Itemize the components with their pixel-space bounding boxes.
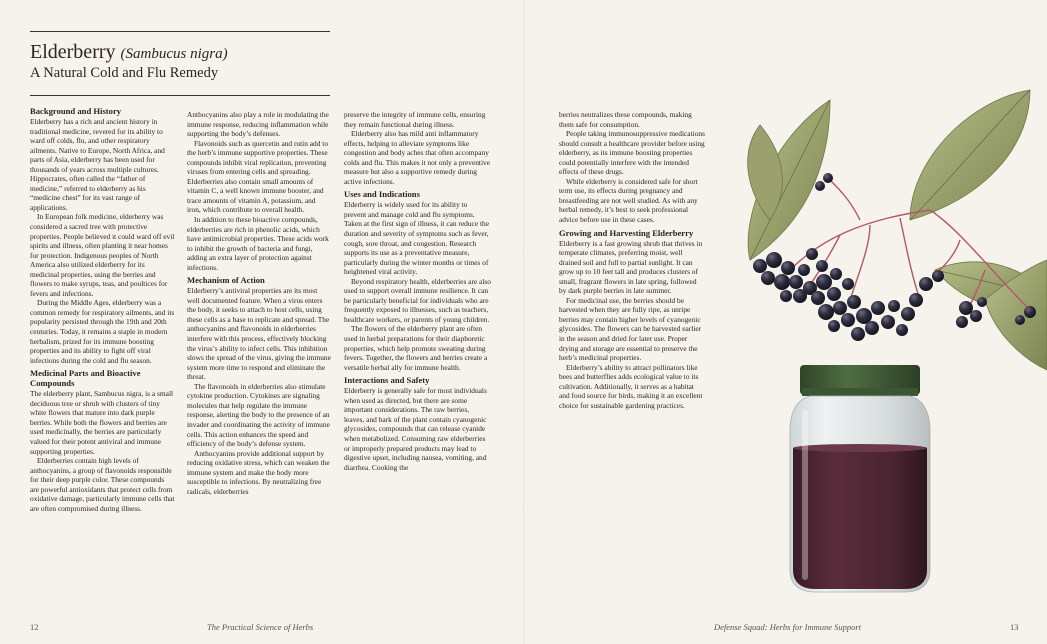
running-footer-book-title: The Practical Science of Herbs bbox=[207, 622, 314, 632]
text-column-4 bbox=[559, 110, 705, 410]
paragraph: The elderberry plant, Sambucus nigra, is a small deciduous tree or shrub with clusters of tiny white flowers that mature into dark purple berries. While both the flowers and berries are used medicinally, the berries are particularly valued for their potent antiviral and immune supporting properties. bbox=[30, 389, 174, 456]
paragraph: People taking immunosuppressive medications should consult a healthcare provider before using elderberry, as its immune boosting properties could potentially interfere with the intended effects of these drugs. bbox=[559, 129, 705, 177]
leaf-icon bbox=[910, 90, 1030, 220]
paragraph: Elderberries contain high levels of anthocyanins, a group of flavonoids responsible for their deep purple color. These compounds are powerful antioxidants that protect cells from oxidative damage, particularly immune cells that are often compromised during illness. bbox=[30, 456, 175, 513]
syrup-bottle-icon bbox=[790, 365, 930, 592]
paragraph: Elderberry also has mild anti inflammatory effects, helping to alleviate symptoms like congestion and body aches that often accompany colds and flu. This makes it not only a preventive measure but also a supportive remedy during active infections. bbox=[344, 129, 491, 186]
text-column-2 bbox=[187, 110, 331, 496]
paragraph: Flavonoids such as quercetin and rutin add to the herb’s immune supportive properties. These compounds inhibit viral replication, preventing viruses from entering cells and spreading. Elderberries also contain small amounts of vitamin C, a well known immune booster, and trace amounts of vitamin A, potassium, and iron, which contribute to overall health. bbox=[187, 138, 329, 215]
paragraph: Elderberry is a fast growing shrub that thrives in temperate climates, preferring moist, well drained soil and full to partial sunlight. It can grow up to 10 feet tall and produces clusters of small, fragrant flowers in late spring, followed by dark purple berries in late summer. bbox=[559, 238, 703, 296]
title-rule-bottom bbox=[30, 95, 330, 96]
paragraph: For medicinal use, the berries should be harvested when they are fully ripe, as unripe berries may contain higher levels of cyanogenic glycosides. The flowers can be harvested earlier in the season and dried for later use. Proper drying and storage are essential to preserve the herb’s medicinal properties. bbox=[559, 295, 702, 363]
title-common-name: Elderberry bbox=[30, 41, 116, 63]
paragraph: During the Middle Ages, elderberry was a common remedy for respiratory ailments, and its popularity persisted through the 19th and 20th centuries. Today, it remains a staple in modern herbalism, prized for its immune boosting properties and its ability to fight off viral infections during the cold and flu season. bbox=[30, 298, 175, 365]
paragraph: Anthocyanins also play a role in modulating the immune response, reducing inflammation while supporting the body’s defenses. bbox=[187, 110, 329, 139]
book-gutter bbox=[523, 0, 525, 644]
page-number-left: 12 bbox=[30, 622, 39, 632]
paragraph: berries neutralizes these compounds, making them safe for consumption. bbox=[559, 110, 692, 129]
paragraph: Beyond respiratory health, elderberries are also used to support overall immune resilience. It can be particularly beneficial for individuals who are frequently exposed to illnesses, such as teachers, healthcare workers, or parents of young children. bbox=[344, 276, 491, 324]
paragraph: Elderberry is widely used for its ability to prevent and manage cold and flu symptoms. Taken at the first sign of illness, it can reduce the duration and severity of symptoms such as fever, cough, sore throat, and congestion. Research supports its use as a preventative measure, particularly during the winter months or times of heightened viral activity. bbox=[344, 200, 489, 277]
paragraph: Elderberry’s antiviral properties are its most well documented feature. When a virus enters the body, it seeks to attach to host cells, using these cells as a base to replicate and spread. The anthocyanins and flavonoids in elderberries interfere with this process, effectively blocking the virus’s ability to infect cells. This inhibition slows the spread of the virus, giving the immune system more time to respond and eliminate the threat. bbox=[187, 286, 331, 382]
paragraph: In addition to these bioactive compounds, elderberries are rich in phenolic acids, which have antimicrobial properties. These acids work to inhibit the growth of bacteria and fungi, adding an extra layer of protection against infections. bbox=[187, 215, 329, 272]
text-column-1 bbox=[30, 106, 175, 513]
leaf-icon bbox=[748, 125, 783, 220]
heading-background-history: Background and History bbox=[30, 106, 122, 116]
paragraph: The flavonoids in elderberries also stimulate cytokine production. Cytokines are signaling molecules that help regulate the immune response, alerting the body to the presence of an invader and coordinating the activity of immune cells. This action enhances the speed and efficiency of the body’s defense system. bbox=[187, 381, 330, 449]
paragraph: preserve the integrity of immune cells, ensuring they remain functional during illness. bbox=[344, 110, 486, 129]
heading-interactions-safety: Interactions and Safety bbox=[344, 375, 430, 386]
paragraph: Anthocyanins provide additional support by reducing oxidative stress, which can weaken the immune system and make the body more susceptible to infections. By neutralizing free radicals, elderberries bbox=[187, 448, 330, 496]
title-latin-name: (Sambucus nigra) bbox=[120, 46, 228, 62]
running-footer-chapter-title: Defense Squad: Herbs for Immune Support bbox=[714, 622, 862, 632]
article-title bbox=[30, 41, 228, 64]
heading-medicinal-parts: Medicinal Parts and Bioactive Compounds bbox=[30, 368, 141, 389]
page-number-right: 13 bbox=[1010, 622, 1019, 632]
paragraph: In European folk medicine, elderberry was considered a sacred tree with protective properties. People believed it could ward off evil spirits and illness, often planting it near homes for protection. Indigenous peoples of North America also utilized elderberry for its medicinal properties, using the berries and flowers to make syrups, teas, and poultices for fevers and infections. bbox=[30, 212, 175, 298]
paragraph: The flowers of the elderberry plant are often used in herbal preparations for their diaphoretic properties, which help promote sweating during fevers. Together, the flowers and berries create a versatile herbal ally for immune health. bbox=[344, 324, 488, 372]
title-rule-top bbox=[30, 31, 330, 32]
paragraph: While elderberry is considered safe for short term use, its effects during pregnancy and breastfeeding are not well studied. As with any herbal remedy, it’s best to seek professional advice before use in these cases. bbox=[559, 176, 698, 225]
heading-growing-harvesting: Growing and Harvesting Elderberry bbox=[559, 227, 694, 238]
paragraph: Elderberry has a rich and ancient history in traditional medicine, revered for its ability to ward off colds, flu, and other respiratory ailments. Native to Europe, North Africa, and parts of Asia, elderberry has been used for thousands of years across multiple cultures. Hippocrates, often called the “father of medicine,” referred to elderberry as his “medicine chest” for its vast range of applications. bbox=[30, 117, 165, 212]
paragraph: Elderberry is generally safe for most individuals when used as directed, but there are some important considerations. The raw berries, leaves, and bark of the plant contain cyanogenic glycosides, compounds that can release cyanide when metabolized. Consuming raw elderberries or improperly prepared products may lead to digestive upset, including nausea, vomiting, and diarrhea. Cooking the bbox=[344, 386, 487, 472]
article-subtitle: A Natural Cold and Flu Remedy bbox=[30, 65, 219, 81]
paragraph: Elderberry’s ability to attract pollinators like bees and butterflies adds ecological value to its cultivation. Additionally, it serves as a habitat and food source for birds, making it an excellent choice for sustainable gardening practices. bbox=[559, 362, 703, 410]
heading-uses-indications: Uses and Indications bbox=[344, 189, 420, 200]
heading-mechanism-of-action: Mechanism of Action bbox=[187, 275, 265, 286]
elderberry-illustration bbox=[730, 70, 1047, 620]
text-column-3 bbox=[344, 110, 491, 472]
